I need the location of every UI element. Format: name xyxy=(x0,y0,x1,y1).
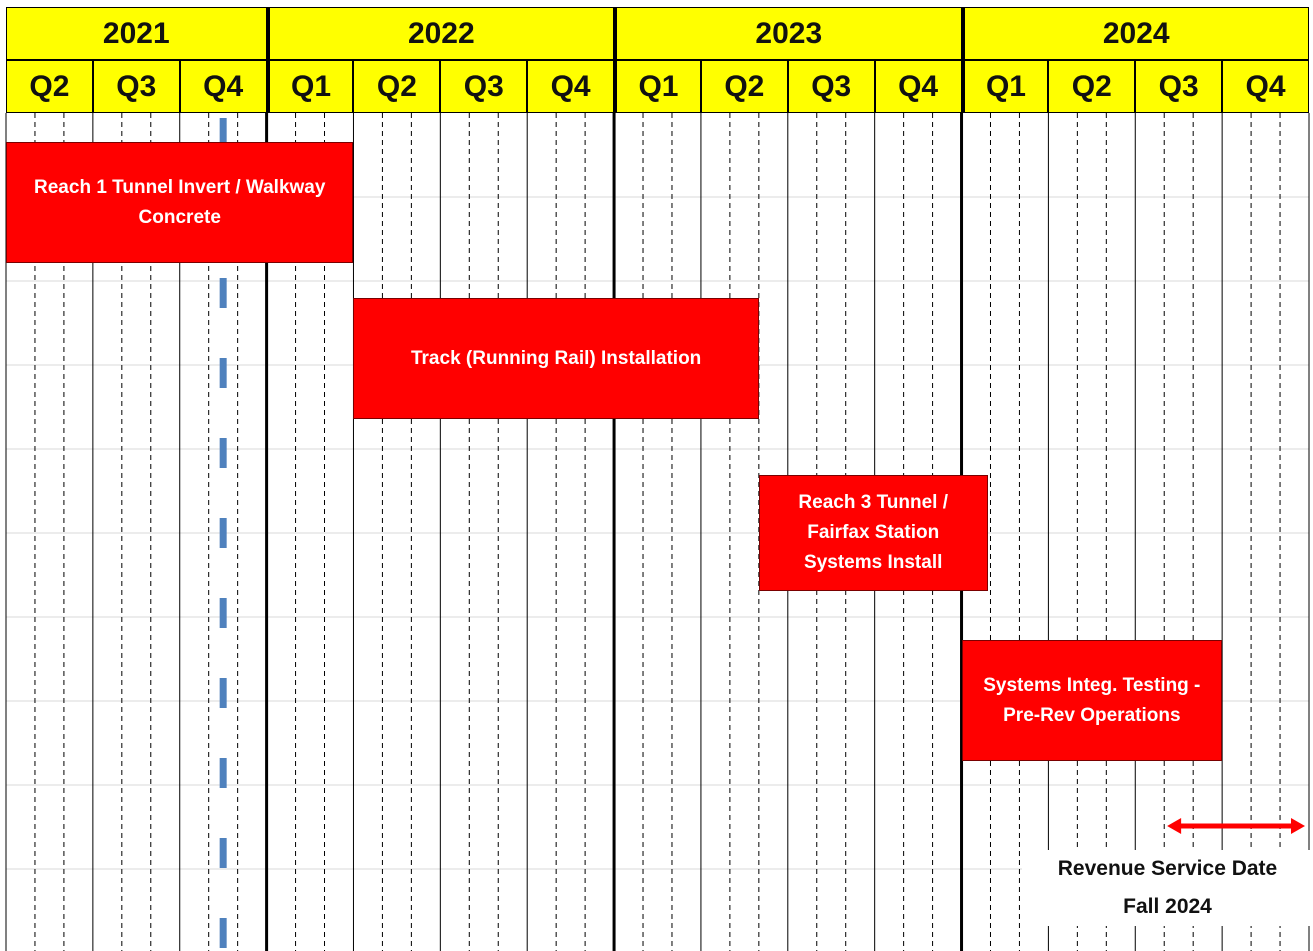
year-header: 2021 xyxy=(6,7,267,60)
revenue-service-note xyxy=(1022,850,1313,926)
year-header: 2022 xyxy=(267,7,614,60)
task-label: Reach 1 Tunnel Invert / Walkway Concrete xyxy=(34,176,326,228)
task-bar xyxy=(759,475,988,591)
quarter-header: Q1 xyxy=(962,60,1049,113)
quarter-header: Q2 xyxy=(1048,60,1135,113)
year-header: 2024 xyxy=(962,7,1309,60)
task-bar xyxy=(962,640,1223,761)
task-bar xyxy=(353,298,758,419)
milestone-subtitle: Fall 2024 xyxy=(1123,895,1212,918)
quarter-header: Q2 xyxy=(353,60,440,113)
task-label: Systems Integ. Testing - Pre-Rev Operations xyxy=(983,674,1201,726)
quarter-header: Q4 xyxy=(1222,60,1309,113)
quarter-header: Q3 xyxy=(440,60,527,113)
revenue-service-arrow xyxy=(1167,818,1305,834)
quarter-header: Q1 xyxy=(614,60,701,113)
year-header: 2023 xyxy=(614,7,961,60)
quarter-header: Q3 xyxy=(788,60,875,113)
quarter-header: Q4 xyxy=(527,60,614,113)
quarter-header: Q2 xyxy=(701,60,788,113)
quarter-header: Q2 xyxy=(6,60,93,113)
quarter-header: Q3 xyxy=(93,60,180,113)
task-label: Reach 3 Tunnel / Fairfax Station Systems Install xyxy=(798,492,948,573)
quarter-header: Q4 xyxy=(875,60,962,113)
task-bar xyxy=(6,142,353,263)
task-label: Track (Running Rail) Installation xyxy=(410,347,702,369)
quarter-header: Q3 xyxy=(1135,60,1222,113)
quarter-header: Q4 xyxy=(180,60,267,113)
quarter-header: Q1 xyxy=(267,60,354,113)
milestone-title: Revenue Service Date xyxy=(1057,857,1278,880)
